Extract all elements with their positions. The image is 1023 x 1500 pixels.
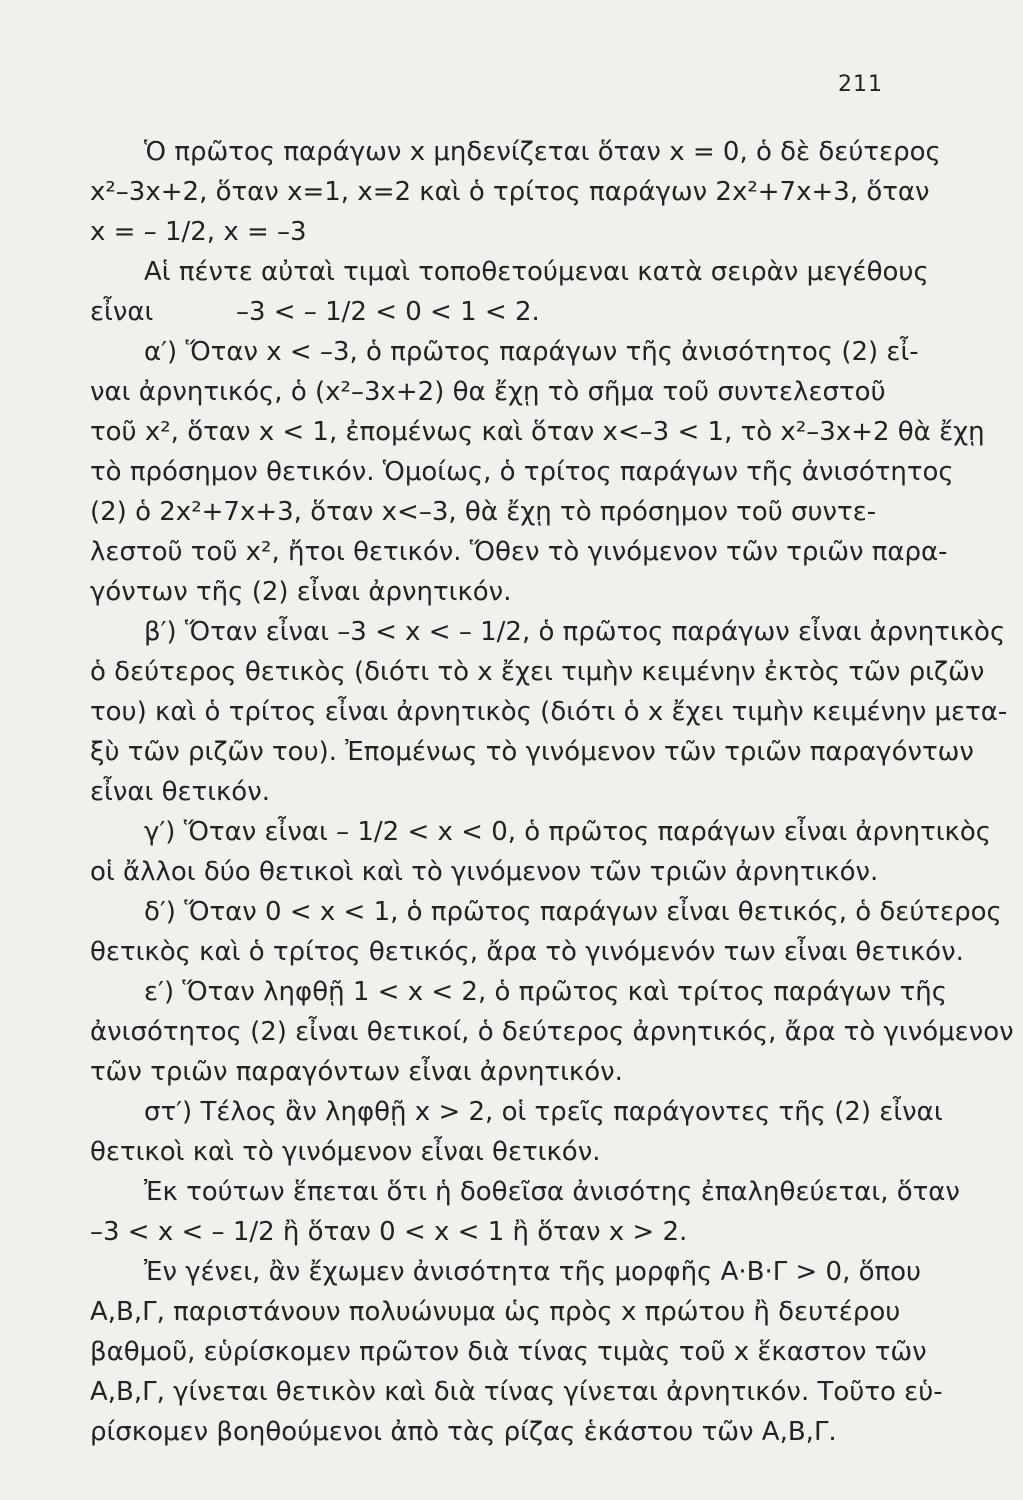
text-line: τῶν τριῶν παραγόντων εἶναι ἀρνητικόν. [90, 1057, 623, 1087]
body-text [90, 132, 1014, 1452]
text-line: στ′) Τέλος ἂν ληφθῇ x > 2, οἱ τρεῖς παράγοντες τῆς (2) εἶναι [144, 1097, 943, 1127]
page-number: 211 [838, 72, 883, 97]
text-line: εἶναι –3 < – 1/2 < 0 < 1 < 2. [90, 297, 540, 327]
text-line: Α,Β,Γ, γίνεται θετικὸν καὶ διὰ τίνας γίνεται ἀρνητικόν. Τοῦτο εὑ- [90, 1377, 943, 1407]
text-line: ρίσκομεν βοηθούμενοι ἀπὸ τὰς ρίζας ἑκάστου τῶν Α,Β,Γ. [90, 1417, 837, 1447]
text-line: εἶναι θετικόν. [90, 777, 271, 807]
text-line: β′) Ὅταν εἶναι –3 < x < – 1/2, ὁ πρῶτος παράγων εἶναι ἀρνητικὸς [144, 617, 1006, 647]
text-line: λεστοῦ τοῦ x², ἤτοι θετικόν. Ὅθεν τὸ γινόμενον τῶν τριῶν παρα- [90, 537, 948, 567]
text-line: x²–3x+2, ὅταν x=1, x=2 καὶ ὁ τρίτος παράγων 2x²+7x+3, ὅταν [90, 177, 930, 207]
text-line: Αἱ πέντε αὐταὶ τιμαὶ τοποθετούμεναι κατὰ σειρὰν μεγέθους [144, 257, 929, 287]
text-line: α′) Ὅταν x < –3, ὁ πρῶτος παράγων τῆς ἀνισότητος (2) εἶ- [144, 337, 919, 367]
text-line: ξὺ τῶν ριζῶν του). Ἐπομένως τὸ γινόμενον τῶν τριῶν παραγόντων [90, 737, 974, 767]
text-line: Ἐκ τούτων ἕπεται ὅτι ἡ δοθεῖσα ἀνισότης ἐπαληθεύεται, ὅταν [144, 1177, 960, 1207]
text-line: ναι ἀρνητικός, ὁ (x²–3x+2) θα ἔχῃ τὸ σῆμα τοῦ συντελεστοῦ [90, 377, 886, 407]
text-line: ὁ δεύτερος θετικὸς (διότι τὸ x ἔχει τιμὴν κειμένην ἐκτὸς τῶν ριζῶν [90, 657, 985, 687]
text-line: θετικὸς καὶ ὁ τρίτος θετικός, ἄρα τὸ γινόμενόν των εἶναι θετικόν. [90, 937, 964, 967]
text-line: x = – 1/2, x = –3 [90, 217, 307, 247]
text-line: Ὁ πρῶτος παράγων x μηδενίζεται ὅταν x = 0, ὁ δὲ δεύτερος [144, 137, 941, 167]
text-line: γ′) Ὅταν εἶναι – 1/2 < x < 0, ὁ πρῶτος παράγων εἶναι ἀρνητικὸς [144, 817, 992, 847]
text-line: ε′) Ὅταν ληφθῇ 1 < x < 2, ὁ πρῶτος καὶ τρίτος παράγων τῆς [144, 977, 947, 1007]
text-line: –3 < x < – 1/2 ἢ ὅταν 0 < x < 1 ἢ ὅταν x > 2. [90, 1217, 688, 1247]
text-line: οἱ ἄλλοι δύο θετικοὶ καὶ τὸ γινόμενον τῶν τριῶν ἀρνητικόν. [90, 857, 879, 887]
text-line: ἀνισότητος (2) εἶναι θετικοί, ὁ δεύτερος ἀρνητικός, ἄρα τὸ γινόμενον [90, 1017, 1014, 1047]
text-line: θετικοὶ καὶ τὸ γινόμενον εἶναι θετικόν. [90, 1137, 601, 1167]
text-line: Α,Β,Γ, παριστάνουν πολυώνυμα ὡς πρὸς x πρώτου ἢ δευτέρου [90, 1297, 901, 1327]
text-line: τὸ πρόσημον θετικόν. Ὁμοίως, ὁ τρίτος παράγων τῆς ἀνισότητος [90, 457, 954, 487]
text-line: Ἐν γένει, ἂν ἔχωμεν ἀνισότητα τῆς μορφῆς Α·Β·Γ > 0, ὅπου [144, 1257, 922, 1287]
text-line: γόντων τῆς (2) εἶναι ἀρνητικόν. [90, 577, 512, 607]
text-line: τοῦ x², ὅταν x < 1, ἐπομένως καὶ ὅταν x<–3 < 1, τὸ x²–3x+2 θὰ ἔχῃ [90, 417, 985, 447]
text-line: δ′) Ὅταν 0 < x < 1, ὁ πρῶτος παράγων εἶναι θετικός, ὁ δεύτερος [144, 897, 1002, 927]
text-line: (2) ὁ 2x²+7x+3, ὅταν x<–3, θὰ ἔχῃ τὸ πρόσημον τοῦ συντε- [90, 497, 877, 527]
text-line: βαθμοῦ, εὑρίσκομεν πρῶτον διὰ τίνας τιμὰς τοῦ x ἕκαστον τῶν [90, 1337, 927, 1367]
text-line: του) καὶ ὁ τρίτος εἶναι ἀρνητικὸς (διότι ὁ x ἔχει τιμὴν κειμένην μετα- [90, 697, 1008, 727]
